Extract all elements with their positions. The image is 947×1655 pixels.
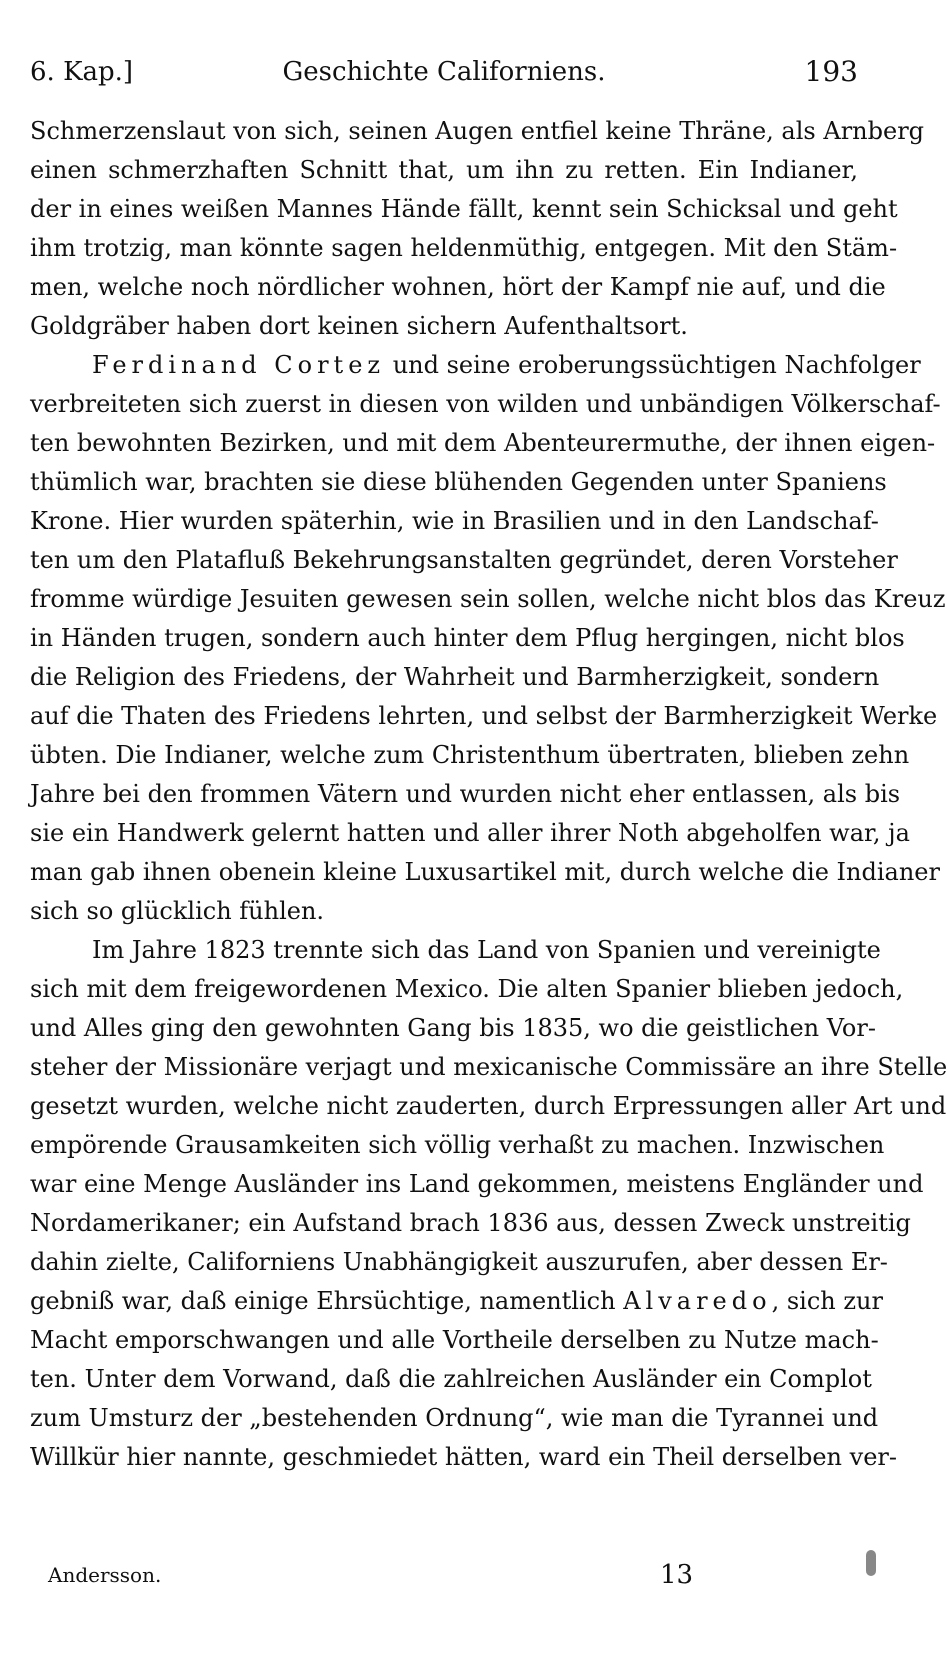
name-alvaredo: Alvaredo — [623, 1287, 772, 1315]
text-line: in Händen trugen, sondern auch hinter dem Pflug hergingen, nicht blos — [30, 624, 905, 652]
text-line: sich mit dem freigewordenen Mexico. Die alten Spanier blieben jedoch, — [30, 975, 904, 1003]
text-line: ten um den Platafluß Bekehrungsanstalten gegründet, deren Vorsteher — [30, 546, 898, 574]
text-segment: und seine eroberungssüchtigen Nachfolger — [392, 351, 921, 379]
text-line: Im Jahre 1823 trennte sich das Land von Spanien und vereinigte — [92, 936, 881, 964]
chapter-label: 6. Kap.] — [30, 57, 134, 87]
text-line: verbreiteten sich zuerst in diesen von wilden und unbändigen Völkerschaf- — [30, 390, 941, 418]
text-line: Nordamerikaner; ein Aufstand brach 1836 aus, dessen Zweck unstreitig — [30, 1209, 911, 1237]
text-line: auf die Thaten des Friedens lehrten, und selbst der Barmherzigkeit Werke — [30, 702, 938, 730]
text-line: empörende Grausamkeiten sich völlig verhaßt zu machen. Inzwischen — [30, 1131, 885, 1159]
paragraph-end-line: sich so glücklich fühlen. — [30, 897, 325, 925]
text-line: Willkür hier nannte, geschmiedet hätten, ward ein Theil derselben ver- — [30, 1443, 897, 1471]
running-title: Geschichte Californiens. — [282, 57, 606, 87]
ink-spot — [866, 1550, 876, 1576]
text-segment: , sich zur — [771, 1287, 883, 1315]
text-line — [30, 1282, 883, 1321]
text-line: sie ein Handwerk gelernt hatten und aller ihrer Noth abgeholfen war, ja — [30, 819, 910, 847]
text-line: fromme würdige Jesuiten gewesen sein sollen, welche nicht blos das Kreuz — [30, 585, 946, 613]
text-line: ten bewohnten Bezirken, und mit dem Abenteurermuthe, der ihnen eigen- — [30, 429, 936, 457]
text-line: steher der Missionäre verjagt und mexicanische Commissäre an ihre Stelle — [30, 1053, 947, 1081]
text-line: Schmerzenslaut von sich, seinen Augen entfiel keine Thräne, als Arnberg — [30, 117, 925, 145]
text-line: Macht emporschwangen und alle Vortheile derselben zu Nutze mach- — [30, 1326, 879, 1354]
text-segment: gebniß war, daß einige Ehrsüchtige, namentlich — [30, 1287, 616, 1315]
text-line: zum Umsturz der „bestehenden Ordnung“, wie man die Tyrannei und — [30, 1404, 879, 1432]
text-line: einen schmerzhaften Schnitt that, um ihn zu retten. Ein Indianer, — [30, 156, 858, 184]
text-line: man gab ihnen obenein kleine Luxusartikel mit, durch welche die Indianer — [30, 858, 940, 886]
text-line: der in eines weißen Mannes Hände fällt, kennt sein Schicksal und geht — [30, 195, 898, 223]
text-line: war eine Menge Ausländer ins Land gekommen, meistens Engländer und — [30, 1170, 924, 1198]
page-number: 193 — [804, 55, 858, 88]
running-head — [30, 52, 858, 92]
text-line: und Alles ging den gewohnten Gang bis 1835, wo die geistlichen Vor- — [30, 1014, 876, 1042]
text-line: Krone. Hier wurden späterhin, wie in Brasilien und in den Landschaf- — [30, 507, 879, 535]
name-cortez: Ferdinand Cortez — [92, 351, 386, 379]
text-line: gesetzt wurden, welche nicht zauderten, durch Erpressungen aller Art und — [30, 1092, 947, 1120]
text-line: die Religion des Friedens, der Wahrheit und Barmherzigkeit, sondern — [30, 663, 880, 691]
page-footer — [30, 1555, 858, 1595]
sheet-number: 13 — [660, 1560, 694, 1590]
body-text — [30, 112, 947, 1477]
text-line: ihm trotzig, man könnte sagen heldenmüthig, entgegen. Mit den Stäm- — [30, 234, 898, 262]
text-line: thümlich war, brachten sie diese blühenden Gegenden unter Spaniens — [30, 468, 887, 496]
text-line — [30, 346, 921, 385]
text-line: Jahre bei den frommen Vätern und wurden nicht eher entlassen, als bis — [30, 780, 901, 808]
text-line: ten. Unter dem Vorwand, daß die zahlreichen Ausländer ein Complot — [30, 1365, 872, 1393]
text-line: men, welche noch nördlicher wohnen, hört der Kampf nie auf, und die — [30, 273, 886, 301]
paragraph-end-line: Goldgräber haben dort keinen sichern Aufenthaltsort. — [30, 312, 688, 340]
text-line: dahin zielte, Californiens Unabhängigkeit auszurufen, aber dessen Er- — [30, 1248, 888, 1276]
text-line: übten. Die Indianer, welche zum Christenthum übertraten, blieben zehn — [30, 741, 910, 769]
signature-mark: Andersson. — [48, 1563, 162, 1587]
